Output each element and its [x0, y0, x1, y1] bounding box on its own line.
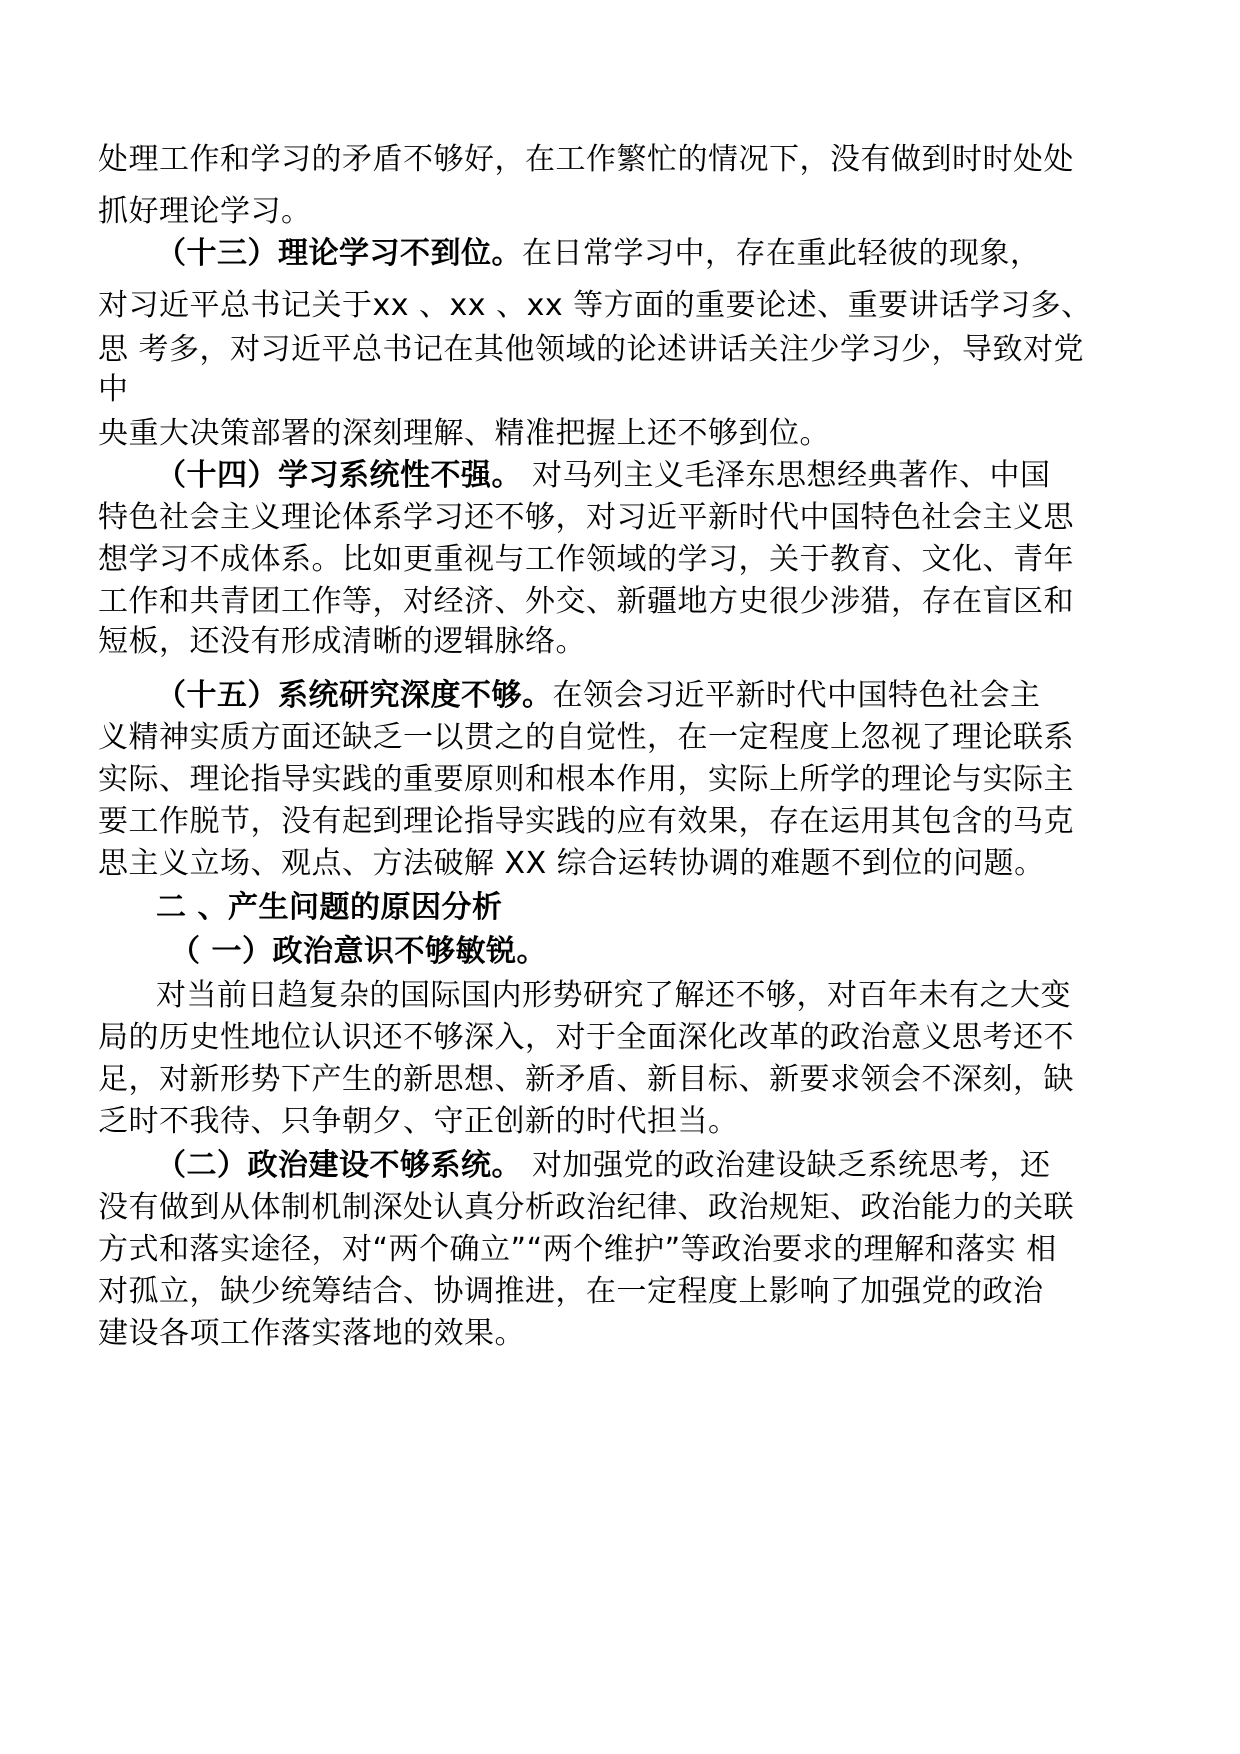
- body-line: 没有做到从体制机制深处认真分析政治纪律、政治规矩、政治能力的关联: [98, 1190, 1074, 1225]
- body-line: 央重大决策部署的深刻理解、精准把握上还不够到位。: [98, 416, 830, 451]
- body-line: 思 考多，对习近平总书记在其他领域的论述讲话关注少学习少，导致对党: [98, 332, 1085, 367]
- body-line: 乏时不我待、只争朝夕、守正创新的时代担当。: [98, 1104, 739, 1139]
- body-line: 想学习不成体系。比如更重视与工作领域的学习，关于教育、文化、青年: [98, 542, 1074, 577]
- body-line: 建设各项工作落实落地的效果。: [98, 1316, 525, 1351]
- body-line: 工作和共青团工作等，对经济、外交、新疆地方史很少涉猎，存在盲区和: [98, 584, 1074, 619]
- body-line: 抓好理论学习。: [98, 194, 312, 229]
- body-line: 要工作脱节，没有起到理论指导实践的应有效果，存在运用其包含的马克: [98, 804, 1074, 839]
- body-line: 足，对新形势下产生的新思想、新矛盾、新目标、新要求领会不深刻，缺: [98, 1062, 1074, 1097]
- cause-2-text: 对加强党的政治建设缺乏系统思考，还: [522, 1148, 1051, 1183]
- item-13-text: 在日常学习中，存在重此轻彼的现象，: [522, 236, 1041, 271]
- item-15-paragraph: [156, 676, 1041, 716]
- body-line: 方式和落实途径，对“两个确立”“两个维护”等政治要求的理解和落实 相: [98, 1232, 1057, 1267]
- item-14-text: 对马列主义毛泽东思想经典著作、中国: [522, 458, 1051, 493]
- body-line: 义精神实质方面还缺乏一以贯之的自觉性，在一定程度上忽视了理论联系: [98, 720, 1074, 755]
- body-line: 实际、理论指导实践的重要原则和根本作用，实际上所学的理论与实际主: [98, 762, 1074, 797]
- cause-2-paragraph: [156, 1146, 1051, 1186]
- item-13-heading: （十三）理论学习不到位。: [156, 236, 522, 271]
- cause-2-heading: （二）政治建设不够系统。: [156, 1148, 522, 1183]
- item-15-heading: （十五）系统研究深度不够。: [156, 678, 553, 713]
- item-13-paragraph: [156, 234, 1041, 274]
- cause-1-heading: （ 一）政治意识不够敏锐。: [170, 934, 547, 969]
- body-line: 中: [98, 372, 129, 407]
- body-line: 局的历史性地位认识还不够深入，对于全面深化改革的政治意义思考还不: [98, 1020, 1074, 1055]
- body-line: 对孤立，缺少统筹结合、协调推进，在一定程度上影响了加强党的政治: [98, 1274, 1044, 1309]
- body-line: 特色社会主义理论体系学习还不够，对习近平新时代中国特色社会主义思: [98, 500, 1074, 535]
- body-line: 对当前日趋复杂的国际国内形势研究了解还不够，对百年未有之大变: [156, 978, 1071, 1013]
- section-2-title: 二 、产生问题的原因分析: [156, 890, 503, 925]
- item-14-heading: （十四）学习系统性不强。: [156, 458, 522, 493]
- body-line: 短板，还没有形成清晰的逻辑脉络。: [98, 624, 586, 659]
- item-14-paragraph: [156, 456, 1051, 496]
- body-line: 思主义立场、观点、方法破解 XX 综合运转协调的难题不到位的问题。: [98, 846, 1045, 881]
- body-line: 对习近平总书记关于xx 、xx 、xx 等方面的重要论述、重要讲话学习多、: [98, 288, 1092, 323]
- item-15-text: 在领会习近平新时代中国特色社会主: [552, 678, 1041, 713]
- body-line: 处理工作和学习的矛盾不够好，在工作繁忙的情况下，没有做到时时处处: [98, 142, 1074, 177]
